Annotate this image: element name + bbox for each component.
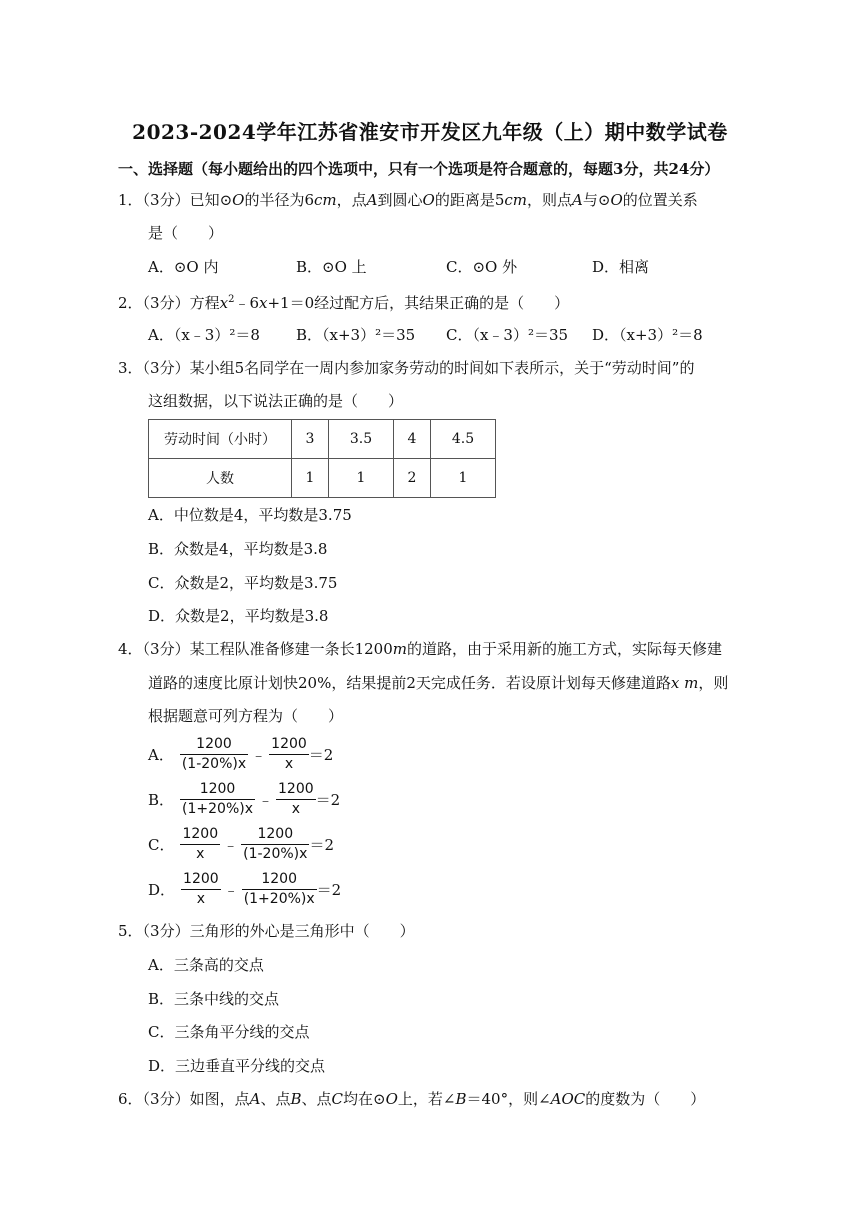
q1-option-a: A．⊙O 内 bbox=[148, 258, 219, 276]
question-3-line-1: 3．（3分）某小组5名同学在一周内参加家务劳动的时间如下表所示，关于“劳动时间”的 bbox=[118, 359, 695, 377]
question-3-line-2: 这组数据，以下说法正确的是（ ） bbox=[148, 392, 404, 410]
fraction: $\frac{1200}{(1+20\%)x}$ bbox=[182, 780, 253, 817]
q3-option-b: B．众数是4，平均数是3.8 bbox=[148, 540, 328, 558]
table-header-cell: 劳动时间（小时） bbox=[149, 420, 292, 459]
fraction: $\frac{1200}{x}$ bbox=[183, 870, 219, 907]
table-header-cell: 3 bbox=[292, 420, 329, 459]
q4-option-c: C． $\frac{1200}{x}$ ﹣ $\frac{1200}{(1-20\%)x}$ ＝2 bbox=[148, 825, 334, 862]
q3-option-d: D．众数是2，平均数是3.8 bbox=[148, 607, 329, 625]
q1-option-b: B．⊙O 上 bbox=[296, 258, 367, 276]
page-title: 2023-2024学年江苏省淮安市开发区九年级（上）期中数学试卷 bbox=[132, 120, 728, 144]
q2-option-d: D．（x+3）²＝8 bbox=[592, 326, 703, 344]
q5-option-d: D．三边垂直平分线的交点 bbox=[148, 1057, 326, 1075]
fraction: $\frac{1200}{(1-20\%)x}$ bbox=[181, 735, 247, 772]
question-6: 6．（3分）如图，点A、点B、点C均在⊙O上，若∠B＝40°，则∠AOC的度数为（ ） bbox=[118, 1090, 706, 1108]
table-cell: 人数 bbox=[149, 459, 292, 498]
question-1-line-2: 是（ ） bbox=[148, 224, 224, 242]
fraction: $\frac{1200}{(1+20\%)x}$ bbox=[243, 870, 315, 907]
question-1-line-1: 1．（3分）已知⊙O的半径为6cm，点A到圆心O的距离是5cm，则点A与⊙O的位置关系 bbox=[118, 191, 698, 209]
fraction: $\frac{1200}{x}$ bbox=[182, 825, 219, 862]
question-4-line-3: 根据题意可列方程为（ ） bbox=[148, 707, 344, 725]
q4-option-b: B． $\frac{1200}{(1+20\%)x}$ ﹣ $\frac{1200}{x}$ ＝2 bbox=[148, 780, 341, 817]
q5-option-b: B．三条中线的交点 bbox=[148, 990, 280, 1008]
q5-option-c: C．三条角平分线的交点 bbox=[148, 1023, 310, 1041]
q3-option-a: A．中位数是4，平均数是3.75 bbox=[148, 506, 352, 524]
q3-option-c: C．众数是2，平均数是3.75 bbox=[148, 574, 338, 592]
table-cell: 1 bbox=[431, 459, 496, 498]
question-5: 5．（3分）三角形的外心是三角形中（ ） bbox=[118, 922, 415, 940]
q4-option-a: A． $\frac{1200}{(1-20\%)x}$ ﹣ $\frac{1200}{x}$ ＝2 bbox=[148, 735, 334, 772]
labor-time-table bbox=[148, 419, 496, 498]
question-4-line-1: 4．（3分）某工程队准备修建一条长1200m的道路，由于采用新的施工方式，实际每天修建 bbox=[118, 640, 723, 658]
table-cell: 2 bbox=[394, 459, 431, 498]
fraction: $\frac{1200}{x}$ bbox=[278, 780, 314, 817]
question-2: 2．（3分）方程$x^2﹣6x+1=0$经过配方后，其结果正确的是（ ） bbox=[118, 294, 570, 312]
section-heading: 一、选择题（每小题给出的四个选项中，只有一个选项是符合题意的，每题3分，共24分） bbox=[118, 160, 720, 178]
table-cell: 1 bbox=[329, 459, 394, 498]
table-row bbox=[149, 420, 496, 459]
fraction: $\frac{1200}{x}$ bbox=[271, 735, 307, 772]
question-4-line-2: 道路的速度比原计划快20%，结果提前2天完成任务．若设原计划每天修建道路x m，则 bbox=[148, 674, 729, 692]
table-header-cell: 4.5 bbox=[431, 420, 496, 459]
table-cell: 1 bbox=[292, 459, 329, 498]
q4-option-d: D． $\frac{1200}{x}$ ﹣ $\frac{1200}{(1+20\%)x}$ ＝2 bbox=[148, 870, 342, 907]
q2-option-a: A．（x﹣3）²＝8 bbox=[148, 326, 260, 344]
table-header-cell: 3.5 bbox=[329, 420, 394, 459]
q2-option-c: C．（x﹣3）²＝35 bbox=[446, 326, 569, 344]
fraction: $\frac{1200}{(1-20\%)x}$ bbox=[243, 825, 308, 862]
table-header-cell: 4 bbox=[394, 420, 431, 459]
q1-option-c: C．⊙O 外 bbox=[446, 258, 518, 276]
table-row bbox=[149, 459, 496, 498]
q2-option-b: B．（x+3）²＝35 bbox=[296, 326, 416, 344]
q1-option-d: D．相离 bbox=[592, 258, 650, 276]
q5-option-a: A．三条高的交点 bbox=[148, 956, 264, 974]
